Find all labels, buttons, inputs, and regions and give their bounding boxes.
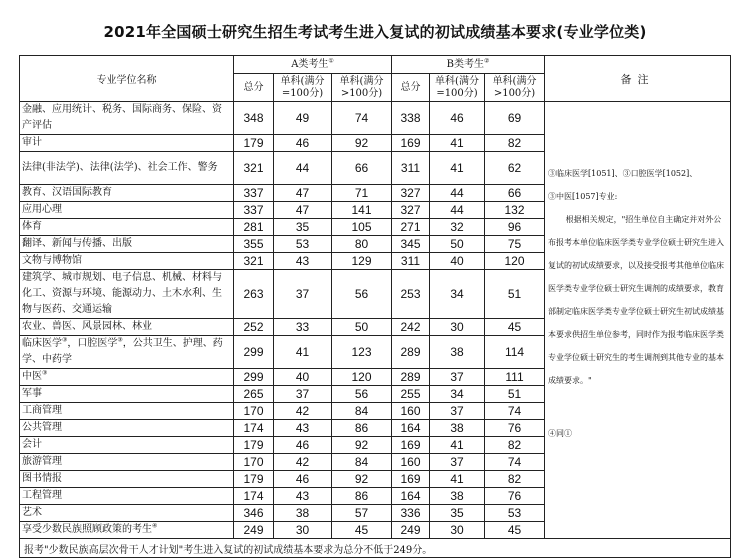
score-b-s100: 41 [430,135,485,152]
score-b-s100: 41 [430,437,485,454]
score-b-s100: 37 [430,369,485,386]
score-a-s100p: 80 [332,236,392,253]
score-a-s100: 38 [274,505,332,522]
score-a-total: 321 [234,152,274,185]
footnote: 报考"少数民族高层次骨干人才计划"考生进入复试的初试成绩基本要求为总分不低于249分。 [20,539,731,558]
score-a-s100p: 66 [332,152,392,185]
score-b-s100: 44 [430,202,485,219]
score-a-s100: 37 [274,386,332,403]
program-name: 翻译、新闻与传播、出版 [20,236,234,253]
score-a-s100: 49 [274,102,332,135]
score-b-total: 327 [392,202,430,219]
program-name: 体育 [20,219,234,236]
score-b-s100: 34 [430,270,485,319]
score-a-s100: 53 [274,236,332,253]
score-b-s100: 41 [430,471,485,488]
score-a-total: 337 [234,185,274,202]
score-b-s100: 38 [430,420,485,437]
score-b-s100: 38 [430,488,485,505]
score-a-s100p: 120 [332,369,392,386]
score-b-total: 169 [392,437,430,454]
score-b-s100: 40 [430,253,485,270]
score-a-total: 170 [234,403,274,420]
header-remarks: 备注 [545,56,731,102]
score-a-s100p: 84 [332,403,392,420]
score-a-total: 348 [234,102,274,135]
header-category: 专业学位名称 [20,56,234,102]
score-a-total: 249 [234,522,274,539]
program-name: 艺术 [20,505,234,522]
header-group-b: B类考生② [392,56,545,74]
program-name: 法律(非法学)、法律(法学)、社会工作、警务 [20,152,234,185]
score-a-total: 265 [234,386,274,403]
score-b-s100p: 132 [485,202,545,219]
score-b-s100: 30 [430,319,485,336]
score-a-s100p: 141 [332,202,392,219]
score-b-total: 249 [392,522,430,539]
score-a-s100: 35 [274,219,332,236]
score-b-s100p: 82 [485,135,545,152]
score-b-total: 289 [392,336,430,369]
program-name: 教育、汉语国际教育 [20,185,234,202]
score-b-s100p: 62 [485,152,545,185]
score-a-s100p: 84 [332,454,392,471]
score-b-total: 327 [392,185,430,202]
score-b-s100: 37 [430,454,485,471]
score-a-s100p: 74 [332,102,392,135]
score-b-s100p: 75 [485,236,545,253]
program-name: 旅游管理 [20,454,234,471]
score-a-s100: 37 [274,270,332,319]
score-a-total: 170 [234,454,274,471]
score-b-total: 160 [392,454,430,471]
score-b-total: 345 [392,236,430,253]
score-b-s100p: 76 [485,420,545,437]
score-a-s100p: 129 [332,253,392,270]
remark-line-1: ③临床医学[1051]、③口腔医学[1052]、 [548,169,698,178]
program-name: 农业、兽医、风景园林、林业 [20,319,234,336]
score-b-s100p: 66 [485,185,545,202]
program-name: 工商管理 [20,403,234,420]
score-b-total: 289 [392,369,430,386]
score-a-s100: 46 [274,437,332,454]
score-a-s100p: 92 [332,471,392,488]
score-b-s100: 41 [430,152,485,185]
remark-body: 根据相关规定，"招生单位自主确定并对外公布报考本单位临床医学类专业学位硕士研究生进入复试的初试成绩要求，以及接受报考其他单位临床医学类专业学位硕士研究生调剂的成绩要求，教育部制定临床医学类专业学位硕士研究生初试成绩基本要求供招生单位参考，同时作为报考临床医学类专业学位硕士研究生的考生调剂到其他专业的基本成绩要求。" [548,215,725,385]
score-b-s100p: 45 [485,522,545,539]
score-b-s100p: 114 [485,336,545,369]
score-b-total: 164 [392,420,430,437]
score-a-total: 337 [234,202,274,219]
score-b-total: 336 [392,505,430,522]
score-b-s100p: 45 [485,319,545,336]
score-b-s100: 34 [430,386,485,403]
header-a-single100plus: 单科(满分>100分) [332,74,392,102]
program-name: 公共管理 [20,420,234,437]
score-a-total: 179 [234,135,274,152]
score-a-s100: 46 [274,135,332,152]
score-a-s100: 43 [274,488,332,505]
program-name: 应用心理 [20,202,234,219]
header-group-a: A类考生① [234,56,392,74]
remarks-cell [545,102,731,539]
score-b-total: 160 [392,403,430,420]
score-a-s100: 43 [274,253,332,270]
score-b-total: 271 [392,219,430,236]
score-a-s100: 44 [274,152,332,185]
score-b-total: 253 [392,270,430,319]
score-a-s100p: 57 [332,505,392,522]
score-a-s100: 43 [274,420,332,437]
score-b-s100p: 74 [485,403,545,420]
score-a-s100: 42 [274,454,332,471]
remark-line-2: ③中医[1057]专业: [548,192,618,201]
score-a-s100p: 45 [332,522,392,539]
score-b-s100: 35 [430,505,485,522]
score-a-s100: 47 [274,185,332,202]
score-b-s100p: 82 [485,437,545,454]
score-b-total: 169 [392,471,430,488]
score-a-total: 346 [234,505,274,522]
program-name: 会计 [20,437,234,454]
program-name: 文物与博物馆 [20,253,234,270]
score-b-total: 255 [392,386,430,403]
score-b-s100: 46 [430,102,485,135]
program-name: 金融、应用统计、税务、国际商务、保险、资产评估 [20,102,234,135]
score-b-total: 169 [392,135,430,152]
score-a-s100p: 50 [332,319,392,336]
score-b-total: 311 [392,253,430,270]
score-b-s100: 50 [430,236,485,253]
page-title: 2021年全国硕士研究生招生考试考生进入复试的初试成绩基本要求(专业学位类) [103,23,647,41]
program-name: 临床医学③，口腔医学③，公共卫生、护理、药学、中药学 [20,336,234,369]
program-name: 享受少数民族照顾政策的考生④ [20,522,234,539]
program-name: 审计 [20,135,234,152]
score-b-s100: 30 [430,522,485,539]
score-b-s100: 38 [430,336,485,369]
score-a-s100p: 71 [332,185,392,202]
table-row [20,102,731,135]
score-a-total: 299 [234,369,274,386]
score-b-total: 338 [392,102,430,135]
header-b-single100: 单科(满分=100分) [430,74,485,102]
score-a-total: 281 [234,219,274,236]
score-a-total: 263 [234,270,274,319]
header-b-single100plus: 单科(满分>100分) [485,74,545,102]
header-a-total: 总分 [234,74,274,102]
score-a-s100p: 92 [332,135,392,152]
score-a-total: 179 [234,471,274,488]
score-a-s100p: 56 [332,270,392,319]
score-b-s100: 37 [430,403,485,420]
score-a-s100p: 86 [332,420,392,437]
score-a-s100: 42 [274,403,332,420]
program-name: 建筑学、城市规划、电子信息、机械、材料与化工、资源与环境、能源动力、土木水利、生物与医药、交通运输 [20,270,234,319]
score-a-s100: 41 [274,336,332,369]
program-name: 中医③ [20,369,234,386]
remark-line-4: ④同① [548,429,573,438]
score-b-s100p: 53 [485,505,545,522]
score-b-total: 164 [392,488,430,505]
score-a-total: 355 [234,236,274,253]
score-a-s100p: 92 [332,437,392,454]
score-b-total: 311 [392,152,430,185]
score-a-s100p: 56 [332,386,392,403]
score-a-s100: 40 [274,369,332,386]
program-name: 图书情报 [20,471,234,488]
score-a-total: 321 [234,253,274,270]
score-a-total: 252 [234,319,274,336]
score-a-total: 174 [234,420,274,437]
score-a-s100: 47 [274,202,332,219]
score-b-s100p: 51 [485,270,545,319]
score-a-total: 174 [234,488,274,505]
score-b-s100p: 69 [485,102,545,135]
score-b-total: 242 [392,319,430,336]
program-name: 工程管理 [20,488,234,505]
score-a-s100p: 105 [332,219,392,236]
score-b-s100p: 51 [485,386,545,403]
header-b-total: 总分 [392,74,430,102]
score-b-s100p: 76 [485,488,545,505]
score-a-total: 179 [234,437,274,454]
score-a-s100p: 86 [332,488,392,505]
score-a-s100: 30 [274,522,332,539]
score-b-s100p: 74 [485,454,545,471]
score-a-s100: 33 [274,319,332,336]
program-name: 军事 [20,386,234,403]
score-b-s100p: 96 [485,219,545,236]
score-b-s100p: 120 [485,253,545,270]
score-a-s100p: 123 [332,336,392,369]
score-a-total: 299 [234,336,274,369]
score-b-s100p: 82 [485,471,545,488]
score-b-s100: 44 [430,185,485,202]
header-a-single100: 单科(满分=100分) [274,74,332,102]
score-a-s100: 46 [274,471,332,488]
score-table [19,55,731,558]
score-b-s100p: 111 [485,369,545,386]
score-b-s100: 32 [430,219,485,236]
